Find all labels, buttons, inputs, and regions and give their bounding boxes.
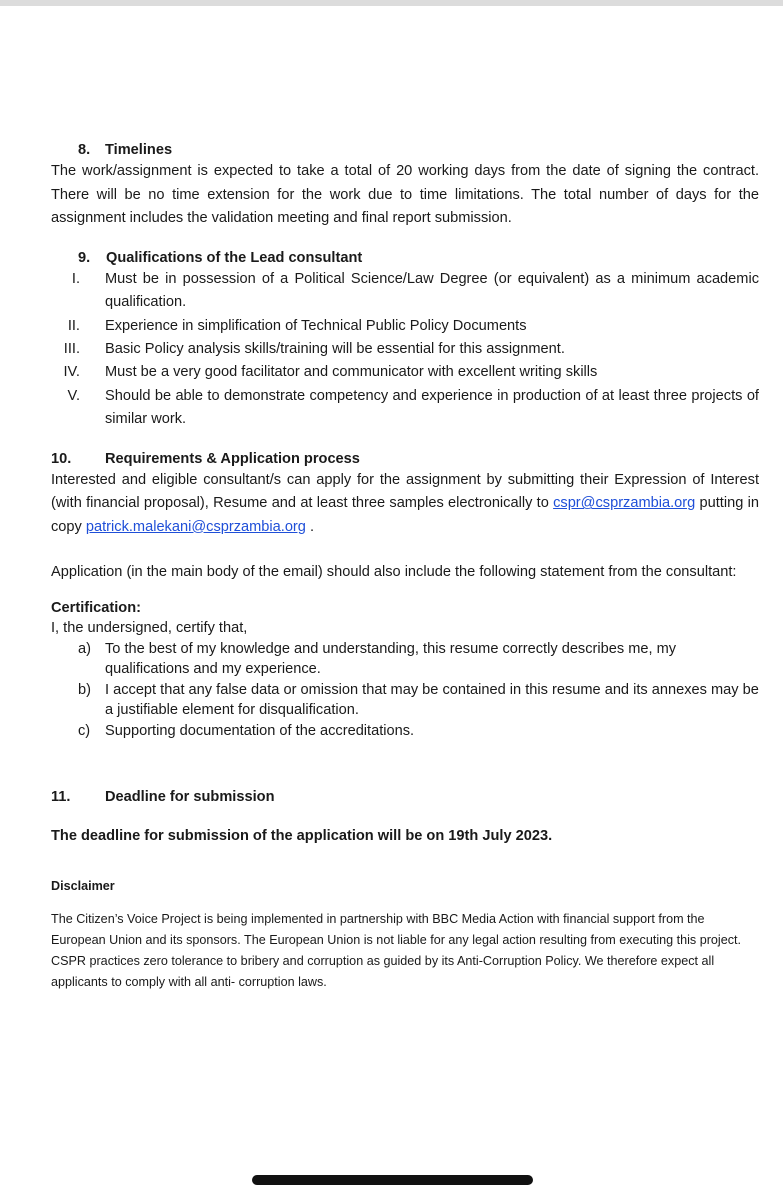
- certification-intro: I, the undersigned, certify that,: [51, 620, 248, 636]
- section-10-body-part3: .: [305, 518, 315, 535]
- deadline-statement: The deadline for submission of the application will be on 19th July 2023.: [51, 828, 553, 844]
- list-marker: I.: [71, 270, 80, 287]
- section-11-heading: [51, 787, 759, 807]
- section-8-heading: [51, 140, 759, 160]
- cc-email-link[interactable]: patrick.malekani@csprzambia.org: [85, 518, 306, 535]
- section-10-body-part1: Interested and eligible consultant/s can apply for the assignment by submitting their Expression of Interest (with financial proposal), Resume and at least three samples electronically to: [51, 471, 759, 512]
- list-item-text: Must be a very good facilitator and communicator with excellent writing skills: [105, 364, 598, 381]
- list-item: [51, 315, 759, 338]
- list-item: [51, 268, 759, 315]
- list-item-text: Basic Policy analysis skills/training will be essential for this assignment.: [105, 341, 565, 357]
- disclaimer-text: The Citizen’s Voice Project is being implemented in partnership with BBC Media Action with financial support from the European Union and its sponsors. The European Union is not liable for any legal action resulting from executing this project.: [51, 911, 742, 947]
- list-item-text: Experience in simplification of Technical Public Policy Documents: [105, 317, 527, 334]
- list-item-text: Should be able to demonstrate competency and experience in production of at least three projects of similar work.: [105, 387, 759, 428]
- list-item: [51, 338, 759, 361]
- section-10-body-part2: putting in copy: [51, 495, 759, 535]
- list-marker: b): [78, 681, 91, 698]
- list-item: [51, 385, 759, 432]
- list-marker: IV.: [63, 364, 80, 381]
- top-edge-bar: [0, 0, 783, 6]
- section-8-body: The work/assignment is expected to take a total of 20 working days from the date of signing the contract. There will be no time extension for the work due to time limitations. The total number of days for the assignment includes the validation meeting and final report submission.: [51, 163, 759, 227]
- section-11-number: 11.: [51, 789, 71, 805]
- certification-heading: Certification:: [51, 599, 141, 616]
- primary-email-link[interactable]: cspr@csprzambia.org: [553, 495, 696, 512]
- section-11-title: Deadline for submission: [105, 789, 275, 805]
- application-statement: Application (in the main body of the email) should also include the following statement from the consultant:: [51, 564, 737, 581]
- section-10-body: [51, 469, 759, 540]
- list-marker: V.: [67, 387, 80, 404]
- section-9-title: Qualifications of the Lead consultant: [106, 249, 363, 266]
- list-marker: II.: [67, 317, 80, 334]
- list-item-text: Supporting documentation of the accreditations.: [105, 722, 415, 739]
- list-item-text: To the best of my knowledge and understanding, this resume correctly describes me, my qualifications and my experience.: [105, 640, 677, 677]
- home-indicator-bar[interactable]: [252, 1175, 533, 1185]
- list-marker: a): [78, 640, 91, 657]
- section-10-number: 10.: [51, 450, 72, 467]
- list-item: [51, 639, 759, 680]
- certification-list: [51, 639, 759, 742]
- disclaimer-heading: Disclaimer: [51, 879, 115, 893]
- list-item-text: I accept that any false data or omission that may be contained in this resume and its annexes may be a justifiable element for disqualification.: [105, 681, 759, 718]
- document-page: [51, 140, 759, 993]
- list-item: [51, 680, 759, 721]
- section-10-title: Requirements & Application process: [105, 450, 360, 467]
- section-9-heading: [51, 248, 759, 268]
- section-8-title: Timelines: [105, 142, 173, 158]
- qualifications-list: [51, 268, 759, 432]
- list-marker: c): [78, 722, 91, 739]
- list-item: [51, 361, 759, 384]
- section-10-heading: [51, 449, 759, 469]
- section-8-number: 8.: [78, 142, 91, 158]
- list-item-text: Must be in possession of a Political Science/Law Degree (or equivalent) as a minimum academic qualification.: [105, 270, 759, 311]
- list-item: [51, 721, 759, 742]
- list-marker: III.: [63, 341, 80, 357]
- section-9-number: 9.: [78, 249, 91, 266]
- anti-corruption-text: CSPR practices zero tolerance to bribery and corruption as guided by its Anti-Corruption Policy. We therefore expect all applicants to comply with all anti- corruption laws.: [51, 953, 715, 989]
